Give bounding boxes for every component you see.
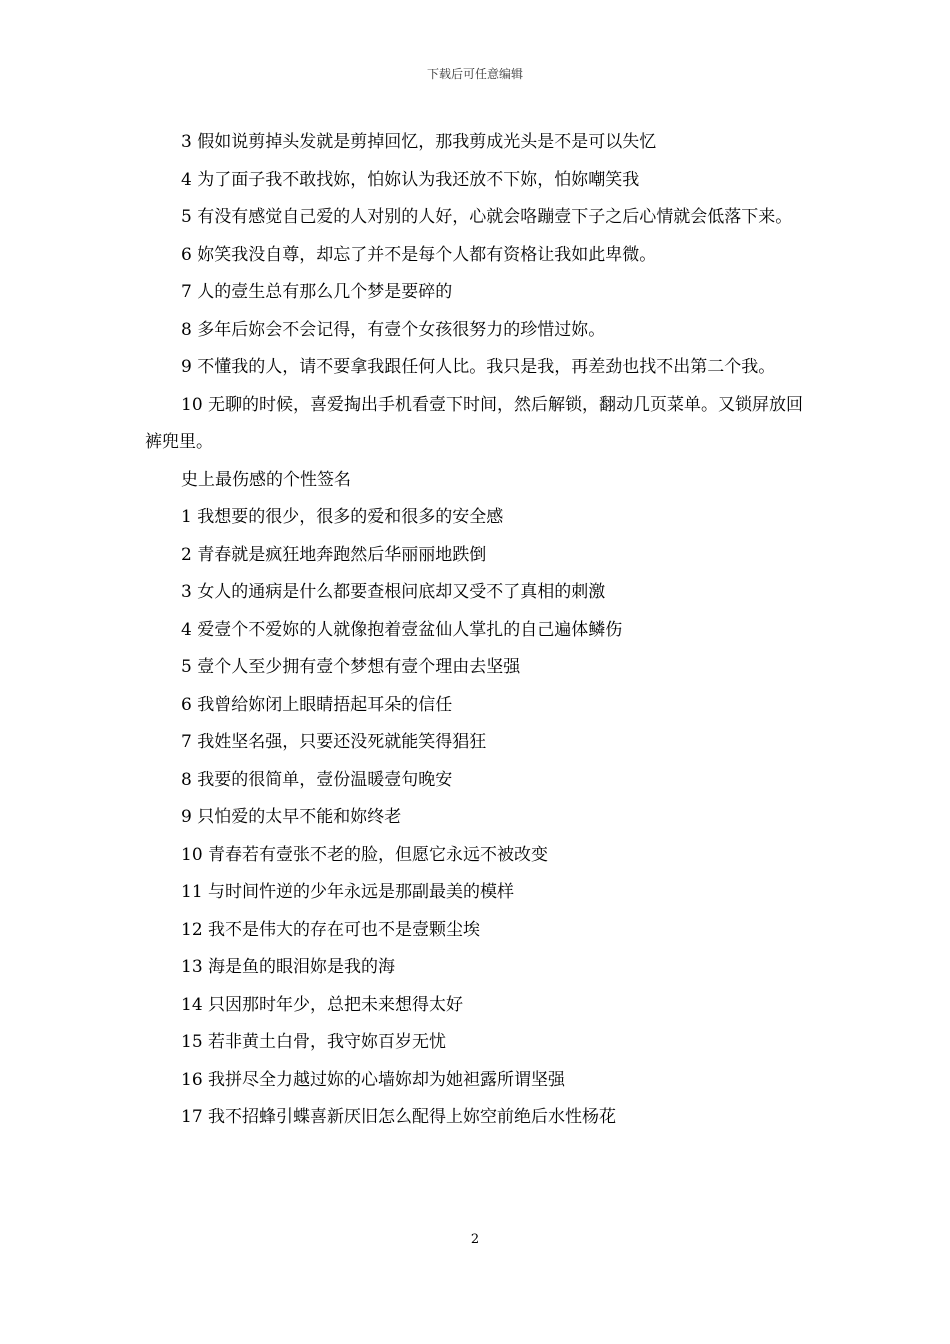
page-number: 2 bbox=[470, 1232, 480, 1247]
paragraph: 3 女人的通病是什么都要查根问底却又受不了真相的刺激 bbox=[181, 582, 606, 602]
paragraph: 10 青春若有壹张不老的脸，但愿它永远不被改变 bbox=[181, 844, 549, 865]
paragraph: 9 只怕爱的太早不能和妳终老 bbox=[181, 807, 402, 827]
paragraph: 16 我拼尽全力越过妳的心墙妳却为她袒露所谓坚强 bbox=[181, 1069, 566, 1090]
paragraph: 7 我姓坚名强，只要还没死就能笑得猖狂 bbox=[181, 732, 487, 752]
document-body bbox=[145, 124, 813, 1137]
page-header: 下载后可任意编辑 bbox=[426, 67, 523, 81]
paragraph: 13 海是鱼的眼泪妳是我的海 bbox=[181, 957, 396, 977]
paragraph: 9 不懂我的人，请不要拿我跟任何人比。我只是我，再差劲也找不出第二个我。 bbox=[181, 357, 776, 377]
paragraph: 6 妳笑我没自尊，却忘了并不是每个人都有资格让我如此卑微。 bbox=[181, 244, 657, 265]
paragraph: 5 壹个人至少拥有壹个梦想有壹个理由去坚强 bbox=[181, 657, 521, 677]
paragraph: 15 若非黄土白骨，我守妳百岁无忧 bbox=[181, 1032, 447, 1052]
section-heading: 史上最伤感的个性签名 bbox=[181, 469, 351, 490]
paragraph: 7 人的壹生总有那么几个梦是要碎的 bbox=[181, 282, 453, 302]
paragraph: 10 无聊的时候，喜爱掏出手机看壹下时间，然后解锁，翻动几页菜单。又锁屏放回裤兜里。 bbox=[145, 394, 804, 452]
paragraph: 8 我要的很简单，壹份温暖壹句晚安 bbox=[181, 769, 453, 790]
paragraph: 8 多年后妳会不会记得，有壹个女孩很努力的珍惜过妳。 bbox=[181, 319, 606, 340]
paragraph: 1 我想要的很少，很多的爱和很多的安全感 bbox=[181, 507, 504, 527]
paragraph: 4 爱壹个不爱妳的人就像抱着壹盆仙人掌扎的自己遍体鳞伤 bbox=[181, 619, 623, 640]
paragraph: 2 青春就是疯狂地奔跑然后华丽丽地跌倒 bbox=[181, 544, 487, 565]
paragraph: 11 与时间忤逆的少年永远是那副最美的模样 bbox=[181, 882, 515, 902]
paragraph: 6 我曾给妳闭上眼睛捂起耳朵的信任 bbox=[181, 694, 453, 715]
paragraph: 17 我不招蜂引蝶喜新厌旧怎么配得上妳空前绝后水性杨花 bbox=[181, 1107, 617, 1127]
paragraph: 5 有没有感觉自己爱的人对别的人好，心就会咯蹦壹下子之后心情就会低落下来。 bbox=[181, 207, 793, 227]
paragraph: 12 我不是伟大的存在可也不是壹颗尘埃 bbox=[181, 919, 481, 940]
paragraph: 14 只因那时年少，总把未来想得太好 bbox=[181, 994, 464, 1015]
paragraph: 4 为了面子我不敢找妳，怕妳认为我还放不下妳，怕妳嘲笑我 bbox=[181, 169, 640, 190]
paragraph: 3 假如说剪掉头发就是剪掉回忆，那我剪成光头是不是可以失忆 bbox=[181, 132, 657, 152]
